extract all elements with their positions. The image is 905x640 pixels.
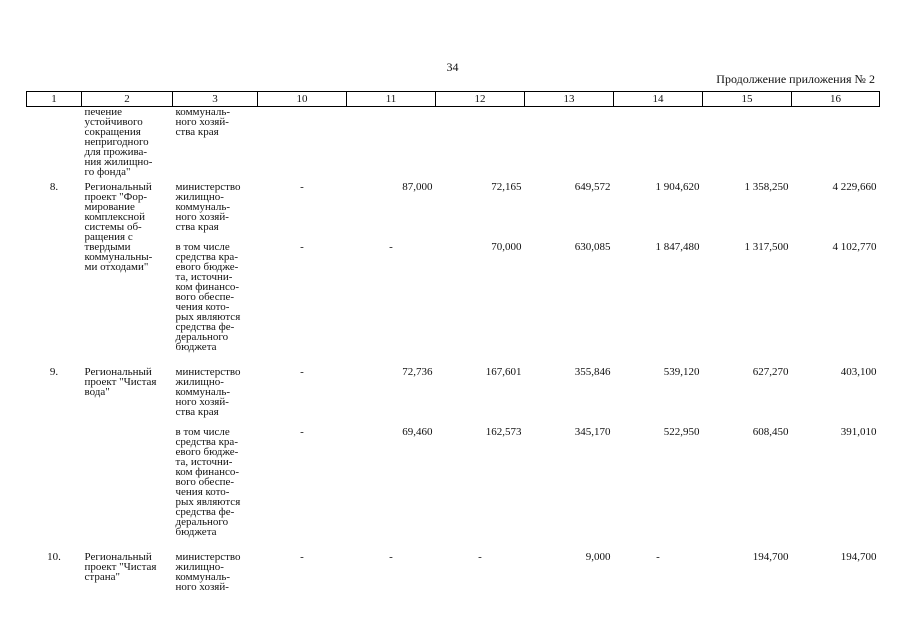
executor-name: в том числе средства кра- евого бюдже- та, источни- ком финансо- вого обеспе- чения кото- рых являются средства фе- дерального бюджета [175,240,241,353]
value-cell: 194,700 [840,550,877,563]
value-cell [703,107,792,182]
value-cell: - [300,240,304,253]
value-cell: 345,170 [574,425,611,438]
value-cell: 72,736 [402,365,433,378]
value-cell [614,107,703,182]
value-cell: 355,846 [574,365,611,378]
value-cell: 630,085 [574,240,611,253]
value-cell: 1 358,250 [744,180,789,193]
row-number: 8. [49,180,59,193]
value-cell: 403,100 [840,365,877,378]
project-name: печение устойчивого сокращения непригодного для прожива- ния жилищно- го фонда" [84,106,153,178]
table-row [27,182,880,242]
column-header: 16 [792,92,880,107]
table-row [27,427,880,552]
value-cell: - [389,550,393,563]
value-cell: 162,573 [485,425,522,438]
value-cell: 522,950 [663,425,700,438]
value-cell: - [300,425,304,438]
value-cell [347,107,436,182]
value-cell: 87,000 [402,180,433,193]
value-cell [525,107,614,182]
value-cell: - [300,365,304,378]
value-cell: 649,572 [574,180,611,193]
page-number: 34 [446,60,459,74]
row-number [27,107,82,182]
project-name: Региональный проект "Чистая вода" [84,365,157,398]
value-cell [436,107,525,182]
table-row [27,367,880,427]
executor-name: министерство жилищно- коммуналь- ного хозяй- ства края [175,365,241,418]
column-header: 10 [258,92,347,107]
column-header: 12 [436,92,525,107]
value-cell: 194,700 [752,550,789,563]
table-row [27,107,880,182]
column-header: 1 [27,92,82,107]
value-cell: 627,270 [752,365,789,378]
value-cell: 1 847,480 [655,240,700,253]
value-cell: - [300,550,304,563]
value-cell: 9,000 [585,550,611,563]
executor-name: в том числе средства кра- евого бюдже- та, источни- ком финансо- вого обеспе- чения кото- рых являются средства фе- дерального бюджета [175,425,241,538]
column-header: 11 [347,92,436,107]
value-cell: - [300,180,304,193]
column-header: 2 [82,92,173,107]
row-number [27,242,82,367]
value-cell: 1 904,620 [655,180,700,193]
value-cell [258,107,347,182]
value-cell: 70,000 [491,240,522,253]
project-name: Региональный проект "Чистая страна" [84,550,157,583]
continuation-label: Продолжение приложения № 2 [716,72,875,86]
row-number: 10. [47,550,61,563]
value-cell: - [389,240,393,253]
value-cell: 69,460 [402,425,433,438]
value-cell: 4 229,660 [832,180,877,193]
value-cell: - [656,550,660,563]
row-number: 9. [49,365,59,378]
header-row [27,92,880,107]
column-header: 14 [614,92,703,107]
executor-name: министерство жилищно- коммуналь- ного хозяй- ства края [175,180,241,233]
budget-table [26,91,880,602]
value-cell: 539,120 [663,365,700,378]
value-cell: - [478,550,482,563]
table-row [27,552,880,602]
column-header: 13 [525,92,614,107]
executor-name: коммуналь- ного хозяй- ства края [175,106,231,138]
value-cell [792,107,880,182]
value-cell: 391,010 [840,425,877,438]
column-header: 3 [173,92,258,107]
value-cell: 167,601 [485,365,522,378]
value-cell: 4 102,770 [832,240,877,253]
value-cell: 72,165 [491,180,522,193]
project-name: Региональный проект "Фор- мирование комплексной системы об- ращения с твердыми коммунальны- ми отходами" [84,180,153,273]
row-number [27,427,82,552]
column-header: 15 [703,92,792,107]
value-cell: 608,450 [752,425,789,438]
value-cell: 1 317,500 [744,240,789,253]
executor-name: министерство жилищно- коммуналь- ного хозяй- [175,550,241,593]
